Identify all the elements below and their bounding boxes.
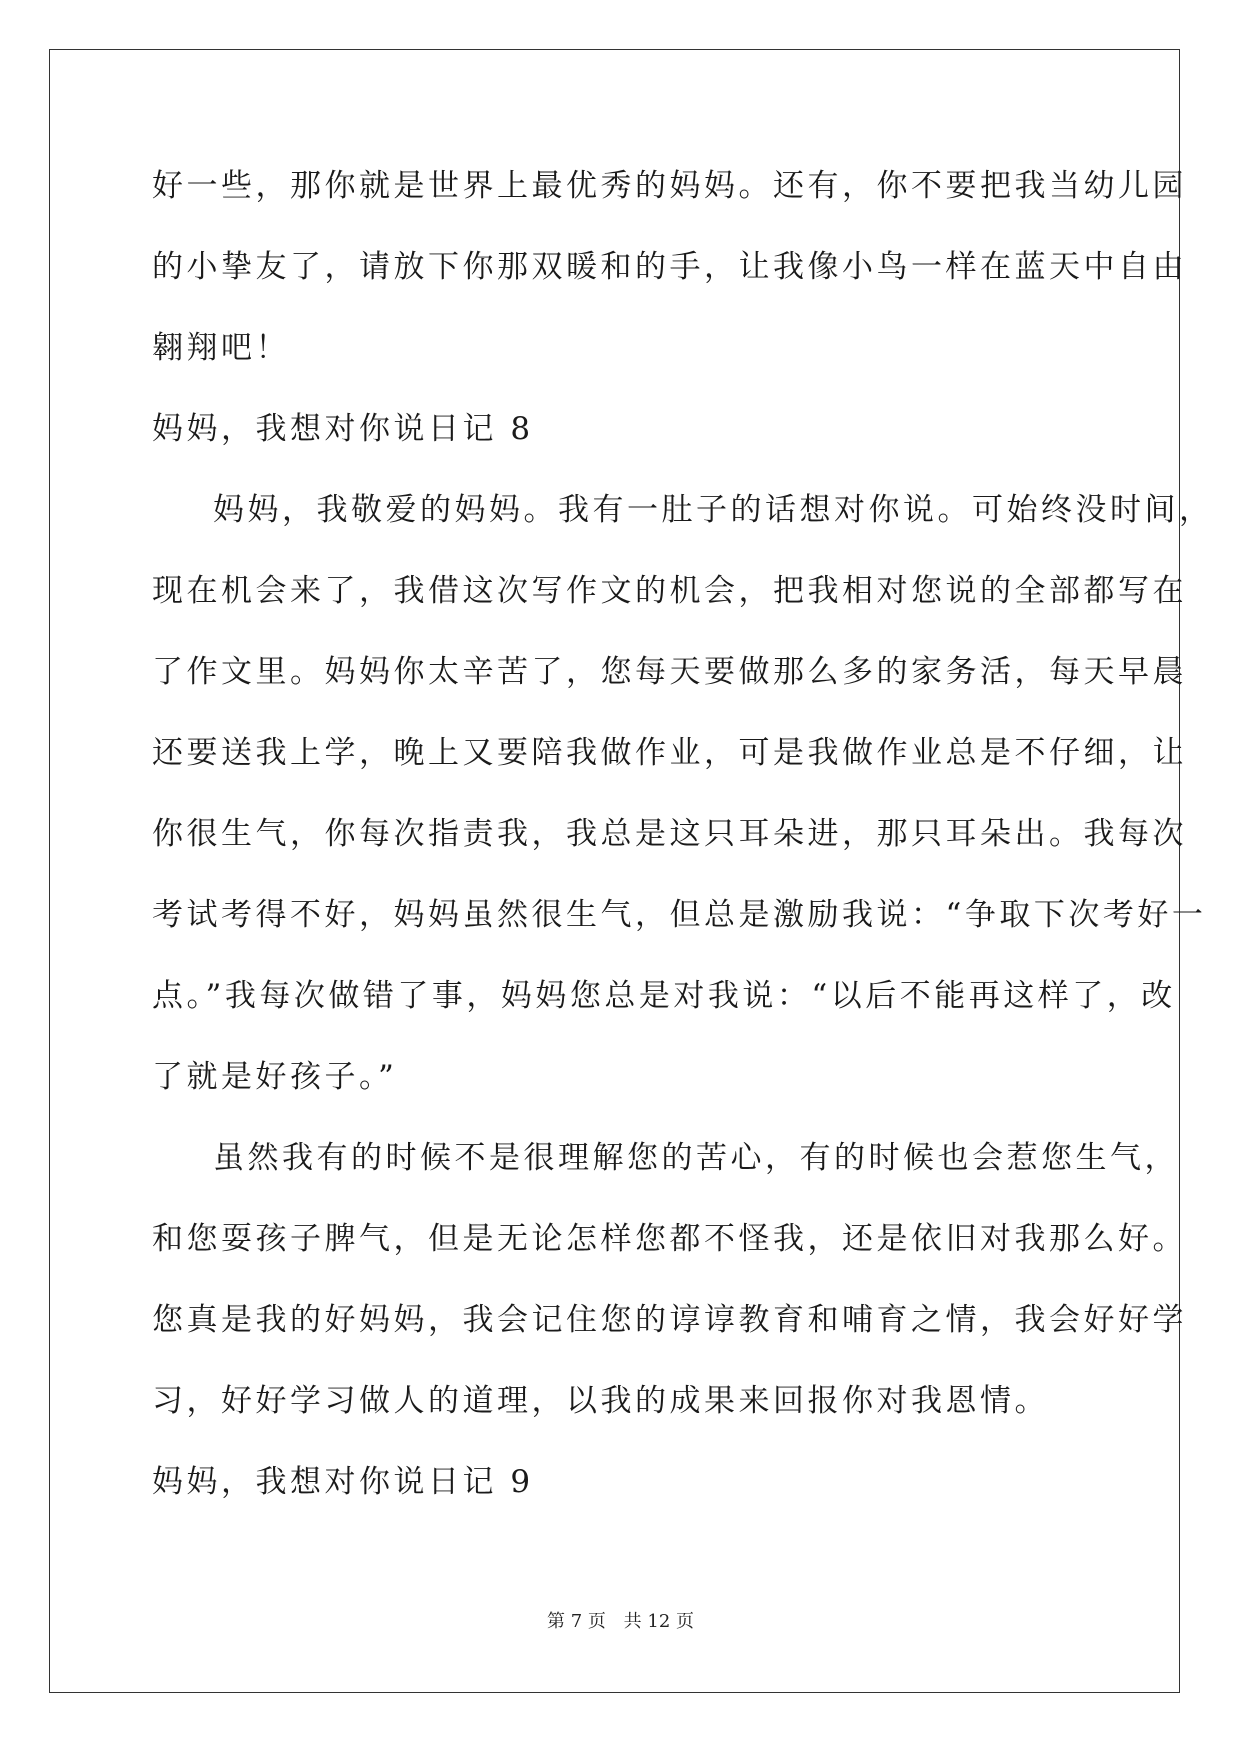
paragraph-line: 好一些，那你就是世界上最优秀的妈妈。还有，你不要把我当幼儿园 — [152, 168, 1187, 204]
section-heading: 妈妈，我想对你说日记 9 — [152, 1464, 534, 1500]
paragraph-line: 翱翔吧！ — [152, 330, 290, 366]
page-footer — [0, 1610, 1241, 1634]
paragraph-line: 考试考得不好，妈妈虽然很生气，但总是激励我说：“争取下次考好一 — [152, 897, 1207, 933]
paragraph-line: 还要送我上学，晚上又要陪我做作业，可是我做作业总是不仔细，让 — [152, 735, 1187, 771]
page-border — [49, 49, 1180, 1693]
paragraph-line: 妈妈，我敬爱的妈妈。我有一肚子的话想对你说。可始终没时间， — [213, 492, 1214, 528]
paragraph-line: 的小挚友了，请放下你那双暖和的手，让我像小鸟一样在蓝天中自由 — [152, 249, 1187, 285]
paragraph-line: 和您耍孩子脾气，但是无论怎样您都不怪我，还是依旧对我那么好。 — [152, 1221, 1187, 1257]
paragraph-line: 现在机会来了，我借这次写作文的机会，把我相对您说的全部都写在 — [152, 573, 1187, 609]
paragraph-line: 了就是好孩子。” — [152, 1059, 398, 1095]
paragraph-line: 你很生气，你每次指责我，我总是这只耳朵进，那只耳朵出。我每次 — [152, 816, 1187, 852]
paragraph-line: 虽然我有的时候不是很理解您的苦心，有的时候也会惹您生气， — [213, 1140, 1179, 1176]
paragraph-line: 了作文里。妈妈你太辛苦了，您每天要做那么多的家务活，每天早晨 — [152, 654, 1187, 690]
paragraph-line: 点。”我每次做错了事，妈妈您总是对我说：“以后不能再这样了，改 — [152, 978, 1176, 1014]
page-number-current: 第 7 页 — [547, 1611, 606, 1632]
section-heading: 妈妈，我想对你说日记 8 — [152, 411, 534, 447]
page-number-total: 共 12 页 — [623, 1611, 694, 1632]
paragraph-line: 习，好好学习做人的道理，以我的成果来回报你对我恩情。 — [152, 1383, 1049, 1419]
paragraph-line: 您真是我的好妈妈，我会记住您的谆谆教育和哺育之情，我会好好学 — [152, 1302, 1187, 1338]
